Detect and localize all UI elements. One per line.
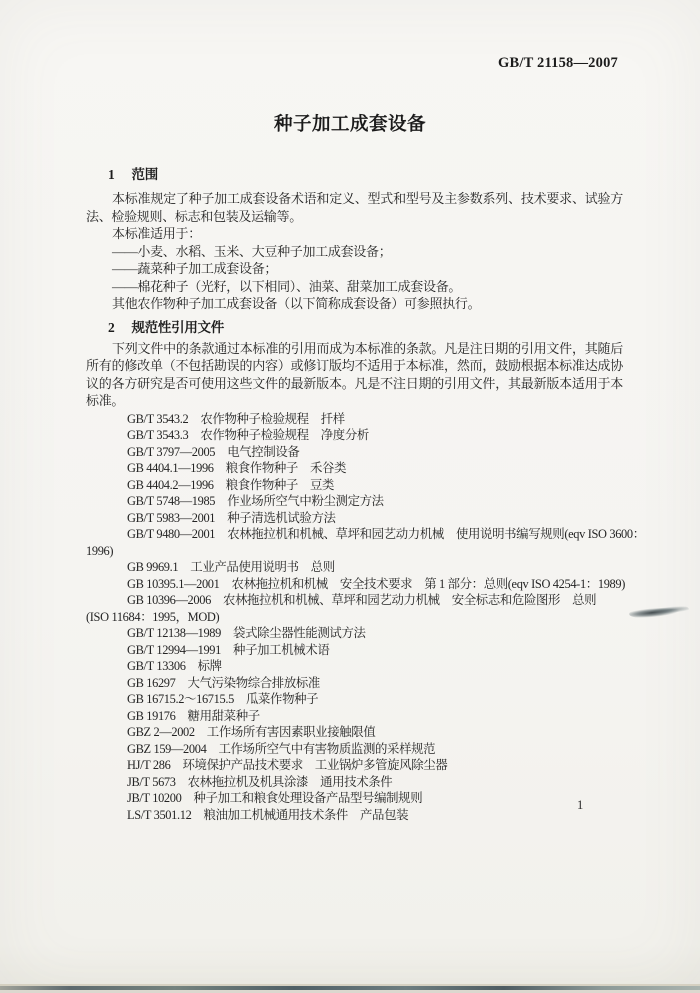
applicability-item: ——棉花种子（光籽，以下相同）、油菜、甜菜加工成套设备。 bbox=[112, 278, 462, 294]
normative-references-intro: 下列文件中的条款通过本标准的引用而成为本标准的条款。凡是注日期的引用文件，其随后所有的修改单（不包括勘误的内容）或修订版均不适用于本标准，然而，鼓励根据本标准达成协议的各方研究是否可使用这些文件的最新版本。凡是不注日期的引用文件，其最新版本适用于本标准。 bbox=[86, 340, 623, 408]
reference-line: HJ/T 286 环境保护产品技术要求 工业锅炉多管旋风除尘器 bbox=[127, 758, 448, 772]
reference-line: GB/T 5983—2001 种子清选机试验方法 bbox=[127, 510, 336, 525]
applicability-item: ——蔬菜种子加工成套设备； bbox=[112, 261, 278, 276]
document-body bbox=[86, 166, 645, 823]
reference-line: GB/T 3543.3 农作物种子检验规程 净度分析 bbox=[127, 428, 369, 442]
section-1-title: 范围 bbox=[131, 167, 158, 182]
section-2-number: 2 bbox=[108, 319, 115, 335]
reference-line: JB/T 10200 种子加工和粮食处理设备产品型号编制规则 bbox=[127, 791, 423, 805]
reference-line: GBZ 2—2002 工作场所有害因素职业接触限值 bbox=[127, 725, 376, 739]
reference-line: GB/T 13306 标牌 bbox=[127, 659, 222, 673]
reference-line: GB/T 5748—1985 作业场所空气中粉尘测定方法 bbox=[127, 494, 384, 508]
section-1-number: 1 bbox=[108, 167, 115, 182]
scope-paragraph: 本标准规定了种子加工成套设备术语和定义、型式和型号及主参数系列、技术要求、试验方法、检验规则、标志和包装及运输等。 bbox=[86, 191, 623, 224]
reference-line: GB/T 3797—2005 电气控制设备 bbox=[127, 444, 300, 459]
standard-code: GB/T 21158—2007 bbox=[498, 55, 618, 71]
reference-line: GB 19176 糖用甜菜种子 bbox=[127, 708, 260, 723]
reference-line: GB/T 12994—1991 种子加工机械术语 bbox=[127, 642, 330, 657]
applicability-item: ——小麦、水稻、玉米、大豆种子加工成套设备； bbox=[112, 243, 392, 259]
reference-line-continuation: (ISO 11684：1995，MOD) bbox=[86, 609, 220, 624]
reference-line: JB/T 5673 农林拖拉机及机具涂漆 通用技术条件 bbox=[127, 774, 393, 789]
applicability-lead: 本标准适用于： bbox=[112, 226, 201, 241]
page-number: 1 bbox=[577, 798, 584, 812]
reference-line: GB 4404.1—1996 粮食作物种子 禾谷类 bbox=[127, 461, 347, 475]
reference-line: GB/T 12138—1989 袋式除尘器性能测试方法 bbox=[127, 626, 366, 640]
reference-line: GB/T 9480—2001 农林拖拉机和机械、草坪和园艺动力机械 使用说明书编写规则(eqv ISO 3600： bbox=[127, 527, 645, 541]
reference-line-continuation: 1996) bbox=[86, 543, 114, 558]
reference-line: GB 16715.2～16715.5 瓜菜作物种子 bbox=[127, 692, 319, 706]
section-1-heading bbox=[86, 166, 623, 183]
other-crops-note: 其他农作物种子加工成套设备（以下简称成套设备）可参照执行。 bbox=[112, 296, 481, 311]
section-2-heading bbox=[86, 319, 623, 336]
section-2-title: 规范性引用文件 bbox=[131, 319, 224, 335]
reference-line: GB 10395.1—2001 农林拖拉机和机械 安全技术要求 第 1 部分：总则(eqv ISO 4254-1：1989) bbox=[127, 576, 626, 591]
document-title: 种子加工成套设备 bbox=[273, 115, 426, 135]
reference-list bbox=[86, 411, 645, 824]
reference-line: GB 10396—2006 农林拖拉机和机械、草坪和园艺动力机械 安全标志和危险图形 总则 bbox=[127, 593, 597, 607]
reference-line: LS/T 3501.12 粮油加工机械通用技术条件 产品包装 bbox=[127, 807, 409, 822]
reference-line: GB 16297 大气污染物综合排放标准 bbox=[127, 675, 320, 690]
reference-line: GB 9969.1 工业产品使用说明书 总则 bbox=[127, 560, 335, 574]
scan-smudge-artifact bbox=[629, 602, 690, 620]
reference-line: GB/T 3543.2 农作物种子检验规程 扦样 bbox=[127, 411, 345, 426]
reference-line: GB 4404.2—1996 粮食作物种子 豆类 bbox=[127, 477, 335, 492]
reference-line: GBZ 159—2004 工作场所空气中有害物质监测的采样规范 bbox=[127, 741, 436, 756]
